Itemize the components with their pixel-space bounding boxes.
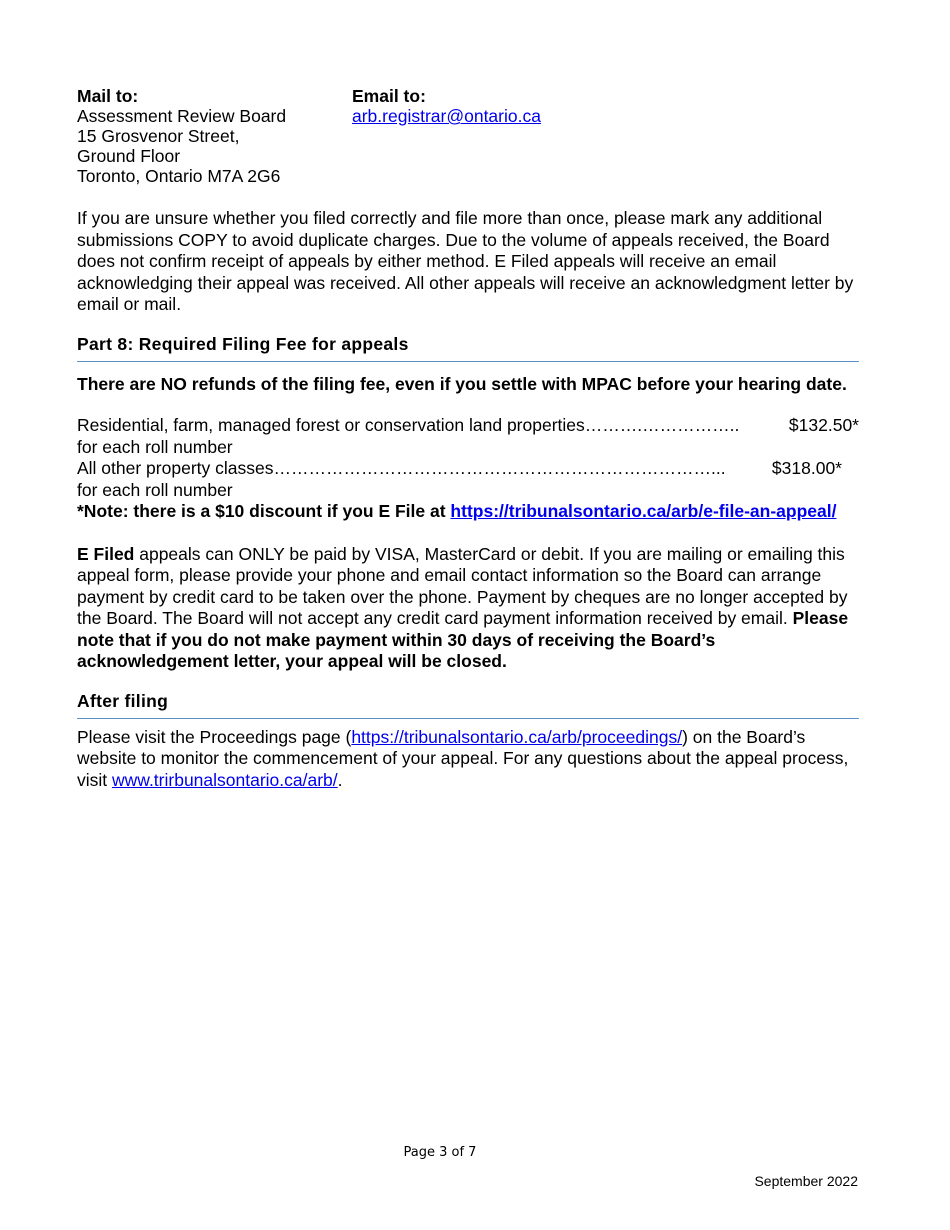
page-number: Page 3 of 7 xyxy=(403,1145,477,1160)
e-file-link[interactable]: https://tribunalsontario.ca/arb/e-file-an-appeal/ xyxy=(450,501,837,521)
mail-address-line: 15 Grosvenor Street, xyxy=(77,126,240,146)
mail-address-line: Toronto, Ontario M7A 2G6 xyxy=(77,166,281,186)
fee-list xyxy=(77,415,859,523)
fee-label: All other property classes xyxy=(77,458,274,478)
fee-row-residential xyxy=(77,415,859,437)
mail-address-line: Ground Floor xyxy=(77,146,181,166)
fee-amount: $132.50* xyxy=(788,415,859,435)
after-text-3: . xyxy=(337,769,343,790)
address-block xyxy=(77,86,859,186)
part8-heading: Part 8: Required Filing Fee for appeals xyxy=(77,334,859,362)
after-filing-paragraph xyxy=(77,727,859,792)
fee-amount: $318.00* xyxy=(771,458,842,478)
after-text-2: ) on the Board’s website to monitor the commencement of your appeal. For any questions about the appeal process, visit xyxy=(77,726,849,790)
mail-address-line: Assessment Review Board xyxy=(77,106,287,126)
revision-date: September 2022 xyxy=(754,1173,858,1189)
fee-leader-dots: ……….…………….. xyxy=(584,415,740,435)
payment-lead: E Filed xyxy=(77,543,135,564)
fee-unit: for each roll number xyxy=(77,436,233,457)
fee-unit: for each roll number xyxy=(77,479,233,500)
email-to-label: Email to: xyxy=(352,86,426,106)
payment-deadline: Please note that if you do not make payment within 30 days of receiving the Board’s acknowledgement letter, your appeal will be closed. xyxy=(77,608,849,671)
document-page xyxy=(77,86,859,791)
mail-to-block xyxy=(77,86,352,186)
arb-website-link[interactable]: www.trirbunalsontario.ca/arb/ xyxy=(112,769,338,790)
payment-text: appeals can ONLY be paid by VISA, MasterCard or debit. If you are mailing or emailing this appeal form, please provide your phone and email contact information so the Board can arrange payment by credit card to be taken over the phone. Payment by cheques are no longer accepted by the Board. The Board will not accept any credit card payment information received by email. xyxy=(77,543,848,628)
discount-note xyxy=(77,501,859,523)
proceedings-link[interactable]: https://tribunalsontario.ca/arb/proceedings/ xyxy=(351,726,683,747)
mail-to-label: Mail to: xyxy=(77,86,139,106)
email-to-block xyxy=(352,86,652,186)
fee-label: Residential, farm, managed forest or conservation land properties xyxy=(77,415,585,435)
fee-leader-dots: …………………………………………………………………... xyxy=(273,458,726,478)
intro-paragraph: If you are unsure whether you filed correctly and file more than once, please mark any additional submissions COPY to avoid duplicate charges. Due to the volume of appeals received, the Board does not confirm receipt of appeals by either method. E Filed appeals will receive an email acknowledging their appeal was received. All other appeals will receive an acknowledgment letter by email or mail. xyxy=(77,208,854,314)
fee-row-other xyxy=(77,458,842,480)
discount-note-text: *Note: there is a $10 discount if you E File at xyxy=(77,501,451,521)
no-refund-warning: There are NO refunds of the filing fee, even if you settle with MPAC before your hearing date. xyxy=(77,373,847,394)
after-text-1: Please visit the Proceedings page ( xyxy=(77,726,352,747)
payment-paragraph xyxy=(77,544,859,673)
registrar-email-link[interactable]: arb.registrar@ontario.ca xyxy=(352,106,541,126)
after-filing-heading: After filing xyxy=(77,691,859,719)
